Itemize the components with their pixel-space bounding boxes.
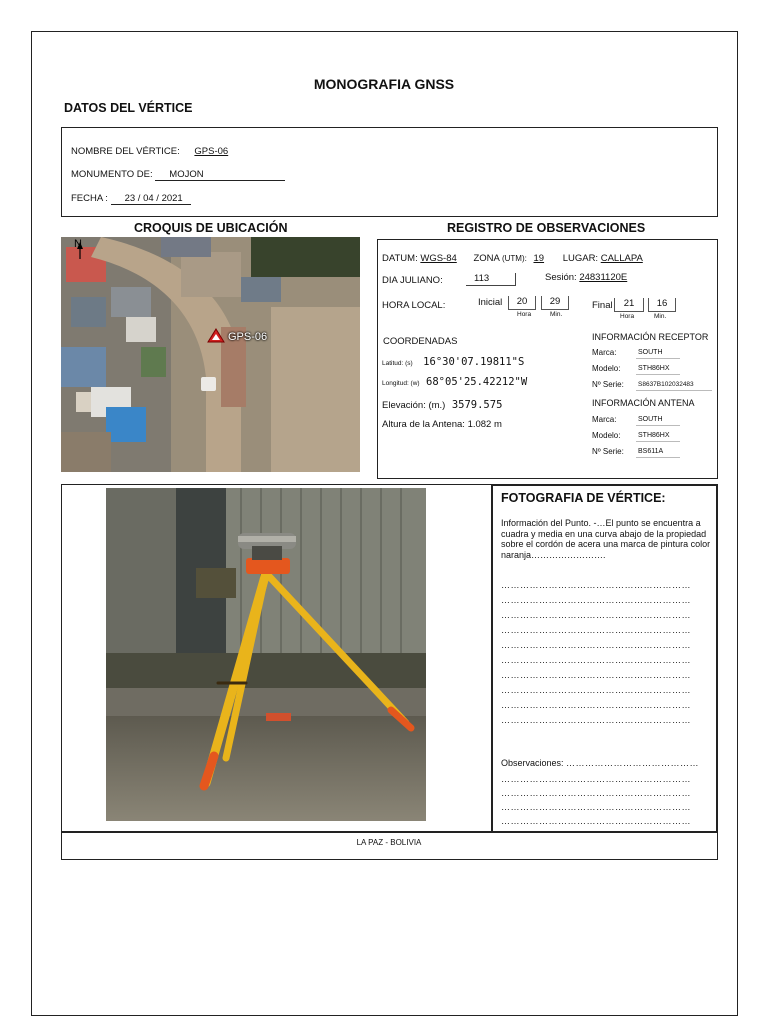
info-line: ……………………………………………………: [501, 700, 691, 710]
session-value: 24831120E: [579, 272, 628, 283]
antenna-height-row: [382, 419, 502, 430]
place-label: LUGAR:: [562, 253, 599, 264]
monument-value: MOJON: [155, 170, 285, 181]
info-line: ……………………………………………………: [501, 610, 691, 620]
info-line: ……………………………………………………: [501, 715, 691, 725]
initial-hour-caption: Hora: [517, 311, 532, 318]
initial-label: Inicial: [478, 297, 503, 308]
longitude-row: [382, 372, 527, 390]
receiver-model-label: Modelo:: [592, 364, 621, 373]
antenna-serial-value: BS611A: [636, 446, 680, 458]
zone-label: ZONA: [473, 253, 500, 264]
receiver-brand-value: SOUTH: [636, 347, 680, 359]
initial-min-caption: Min.: [550, 311, 563, 318]
zone-value: 19: [533, 253, 545, 264]
vertex-data-title: DATOS DEL VÉRTICE: [64, 101, 193, 115]
observation-line: ……………………………………………………: [501, 816, 691, 826]
info-line: ……………………………………………………: [501, 625, 691, 635]
observation-line: ……………………………………………………: [501, 802, 691, 812]
antenna-model-value: STH86HX: [636, 430, 680, 442]
north-label: N: [74, 238, 82, 250]
footer-box: [61, 831, 718, 860]
observation-lines: [501, 774, 711, 830]
observations-label: Observaciones:: [501, 758, 564, 768]
final-min-caption: Min.: [654, 313, 667, 320]
vertex-name-row: [71, 146, 240, 157]
date-row: [71, 193, 191, 205]
receiver-serial-value: S8637B102032483: [636, 379, 712, 391]
vertex-photo: [106, 488, 426, 821]
receiver-serial-label: Nº Serie:: [592, 380, 624, 389]
photo-info-box: [491, 484, 718, 833]
antenna-height-value: 1.082 m: [467, 419, 502, 430]
elevation-value: 3579.575: [451, 399, 503, 411]
final-hour-caption: Hora: [620, 313, 635, 320]
final-label: Final: [592, 300, 613, 311]
julian-label: DIA JULIANO:: [382, 275, 443, 286]
initial-hour: 20: [508, 296, 536, 310]
datum-label: DATUM:: [382, 253, 418, 264]
info-lines: [501, 580, 711, 730]
receiver-brand-label: Marca:: [592, 348, 617, 357]
elevation-label: Elevación: (m.): [382, 400, 446, 411]
location-map: [61, 237, 360, 472]
vertex-data-box: [61, 127, 718, 217]
final-min: 16: [648, 298, 676, 312]
antenna-title: INFORMACIÓN ANTENA: [592, 398, 695, 408]
latitude-label: Latitud: (s): [382, 360, 413, 367]
footer-text: LA PAZ - BOLIVIA: [356, 838, 422, 847]
datum-row: [382, 253, 643, 264]
receiver-model-value: STH86HX: [636, 363, 680, 375]
antenna-brand-label: Marca:: [592, 415, 617, 424]
datum-value: WGS-84: [420, 253, 457, 264]
info-line: ……………………………………………………: [501, 685, 691, 695]
tripod-photo-image: [106, 488, 426, 821]
point-info-text: Información del Punto. -…El punto se encuentra a cuadra y media en una curva abajo de la propiedad sobre el cordón de acera una marca de pintura color naranja…………………….: [501, 518, 711, 560]
photo-section-title: FOTOGRAFIA DE VÉRTICE:: [501, 491, 666, 505]
observations-title: REGISTRO DE OBSERVACIONES: [447, 221, 646, 235]
julian-value: 113: [466, 273, 516, 286]
coords-label: COORDENADAS: [383, 336, 458, 347]
initial-min: 29: [541, 296, 569, 310]
antenna-serial-label: Nº Serie:: [592, 447, 624, 456]
monument-label: MONUMENTO DE:: [71, 169, 153, 180]
info-line: ……………………………………………………: [501, 595, 691, 605]
local-time-label: HORA LOCAL:: [382, 300, 446, 311]
vertex-name-value: GPS-06: [194, 146, 229, 157]
zone-unit: (UTM):: [501, 254, 527, 263]
place-value: CALLAPA: [600, 253, 643, 264]
latitude-value: 16°30'07.19811"S: [423, 356, 525, 368]
session-label: Sesión:: [545, 272, 577, 283]
session-row: [545, 272, 627, 283]
info-line: ……………………………………………………: [501, 655, 691, 665]
final-hour: 21: [614, 298, 644, 312]
observations-dots: ……………………………………: [566, 758, 700, 768]
receiver-title: INFORMACIÓN RECEPTOR: [592, 332, 709, 342]
info-line: ……………………………………………………: [501, 580, 691, 590]
antenna-height-label: Altura de la Antena:: [382, 419, 465, 430]
satellite-map-image: [61, 237, 360, 472]
antenna-model-label: Modelo:: [592, 431, 621, 440]
sketch-title: CROQUIS DE UBICACIÓN: [134, 221, 288, 235]
info-line: ……………………………………………………: [501, 670, 691, 680]
info-line: ……………………………………………………: [501, 640, 691, 650]
antenna-brand-value: SOUTH: [636, 414, 680, 426]
longitude-value: 68°05'25.42212"W: [426, 376, 528, 388]
latitude-row: [382, 352, 524, 370]
observation-line: ……………………………………………………: [501, 788, 691, 798]
date-value: 23 / 04 / 2021: [111, 194, 191, 205]
elevation-row: [382, 395, 502, 413]
observations-box: [377, 239, 718, 479]
observation-line: ……………………………………………………: [501, 774, 691, 784]
document-title: MONOGRAFIA GNSS: [313, 76, 455, 92]
observations-line: [501, 758, 711, 768]
longitude-label: Longitud: (w): [382, 380, 420, 387]
monument-row: [71, 169, 285, 181]
date-label: FECHA :: [71, 193, 108, 204]
vertex-name-label: NOMBRE DEL VÉRTICE:: [71, 146, 180, 157]
marker-label: GPS-06: [228, 331, 268, 343]
